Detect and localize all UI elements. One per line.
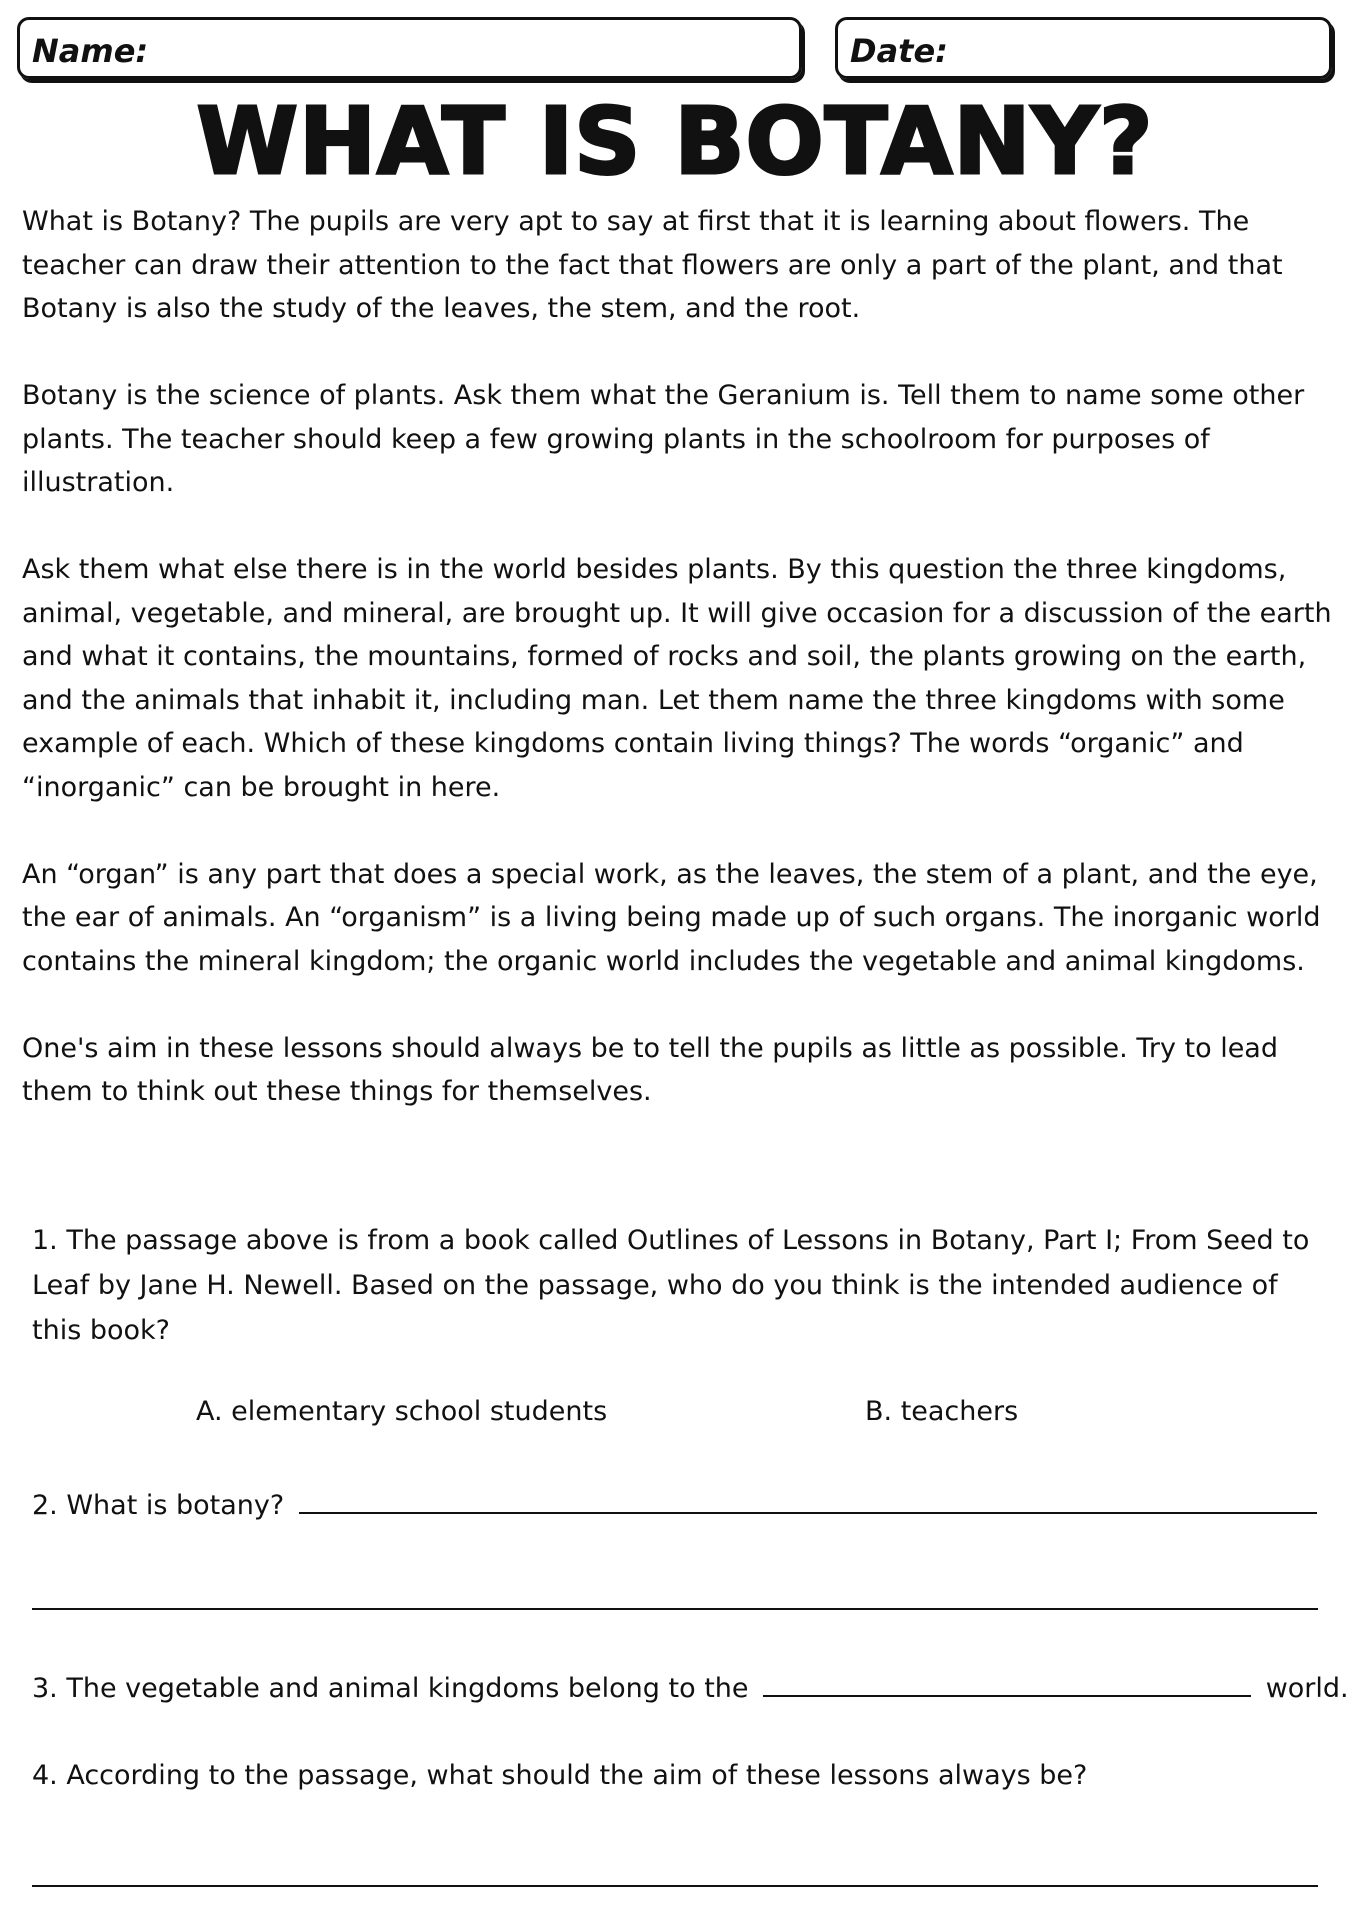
question-3	[32, 1673, 1349, 1704]
question-4-text: 4. According to the passage, what should the aim of these lessons always be?	[32, 1760, 1088, 1791]
question-1	[32, 1218, 1332, 1353]
page-title: WHAT IS BOTANY?	[196, 88, 1154, 195]
question-3-answer-blank[interactable]	[763, 1673, 1251, 1697]
name-label: Name:	[32, 32, 149, 70]
passage	[22, 200, 1332, 1157]
question-1-text: 1. The passage above is from a book called Outlines of Lessons in Botany, Part I; From Seed to Leaf by Jane H. Newell. Based on the passage, who do you think is the intended audience of this book?	[32, 1225, 1310, 1346]
date-field[interactable]	[835, 17, 1332, 79]
passage-paragraph-5: One's aim in these lessons should always be to tell the pupils as little as possible. Try to lead them to think out these things for themselves.	[22, 1032, 1278, 1107]
name-field[interactable]	[17, 17, 802, 79]
question-2	[32, 1490, 1323, 1521]
question-3-text-after: world.	[1265, 1673, 1349, 1704]
passage-paragraph-2: Botany is the science of plants. Ask them what the Geranium is. Tell them to name some other plants. The teacher should keep a few growing plants in the schoolroom for purposes of illustration.	[22, 380, 1305, 498]
question-2-text: 2. What is botany?	[32, 1490, 285, 1521]
option-b[interactable]: B. teachers	[865, 1396, 1019, 1427]
question-3-text-before: 3. The vegetable and animal kingdoms belong to the	[32, 1673, 749, 1704]
option-a[interactable]: A. elementary school students	[196, 1396, 608, 1427]
passage-paragraph-4: An “organ” is any part that does a special work, as the leaves, the stem of a plant, and the eye, the ear of animals. An “organism” is a living being made up of such organs. The inorganic world contains the mineral kingdom; the organic world includes the vegetable and animal kingdoms.	[22, 858, 1321, 977]
passage-paragraph-1: What is Botany? The pupils are very apt to say at first that it is learning about flowers. The teacher can draw their attention to the fact that flowers are only a part of the plant, and that Botany is also the study of the leaves, the stem, and the root.	[22, 206, 1283, 324]
date-label: Date:	[850, 32, 948, 70]
question-2-answer-blank[interactable]	[299, 1490, 1317, 1514]
question-2-answer-line-2[interactable]	[32, 1608, 1318, 1610]
question-4	[32, 1760, 1087, 1791]
question-4-answer-line[interactable]	[32, 1885, 1318, 1887]
passage-paragraph-3: Ask them what else there is in the world besides plants. By this question the three kingdoms, animal, vegetable, and mineral, are brought up. It will give occasion for a discussion of the earth and what it contains, the mountains, formed of rocks and soil, the plants growing on the earth, and the animals that inhabit it, including man. Let them name the three kingdoms with some example of each. Which of these kingdoms contain living things? The words “organic” and “inorganic” can be brought in here.	[22, 554, 1332, 803]
